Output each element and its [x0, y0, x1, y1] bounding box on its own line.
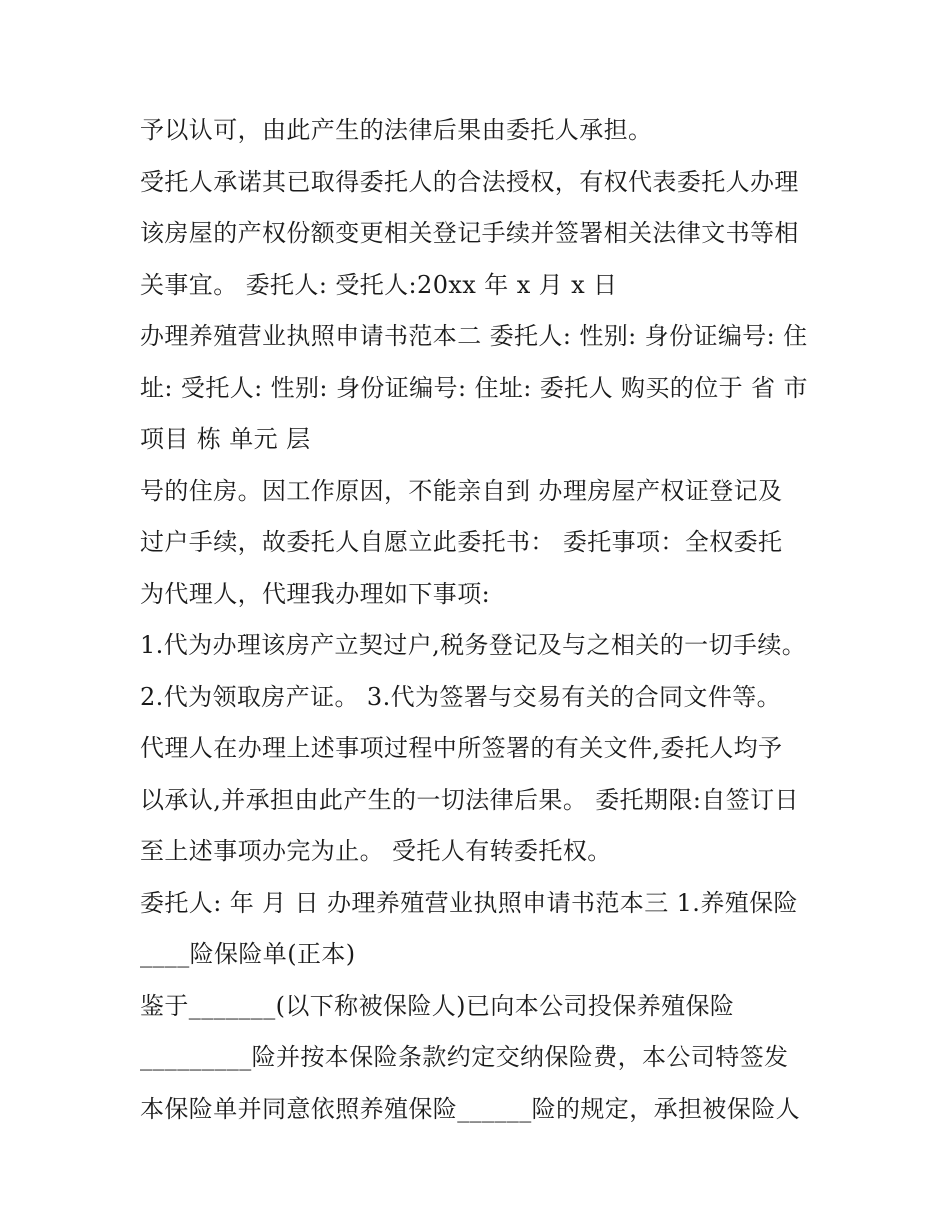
text-line: 委托人: 年 月 日 办理养殖营业执照申请书范本三 1.养殖保险 — [140, 888, 798, 917]
text-line: 至上述事项办完为止。 受托人有转委托权。 — [140, 837, 612, 865]
text-line: 办理养殖营业执照申请书范本二 委托人: 性别: 身份证编号: 住 — [140, 322, 808, 350]
text-line: 以承认,并承担由此产生的一切法律后果。 委托期限:自签订日 — [140, 785, 799, 814]
body-text — [140, 105, 820, 1135]
text-line: 号的住房。因工作原因，不能亲自到 办理房屋产权证登记及 — [140, 476, 783, 505]
text-line: 本保险单并同意依照养殖保险______险的规定，承担被保险人 — [140, 1094, 800, 1123]
text-line: 该房屋的产权份额变更相关登记手续并签署相关法律文书等相 — [140, 219, 799, 247]
text-line: 项目 栋 单元 层 — [140, 425, 311, 453]
text-line: _________险并按本保险条款约定交纳保险费，本公司特签发 — [140, 1043, 789, 1071]
text-line: 关事宜。 委托人: 受托人:20xx 年 x 月 x 日 — [140, 270, 618, 299]
text-line: 为代理人，代理我办理如下事项: — [140, 579, 491, 608]
text-line: 受托人承诺其已取得委托人的合法授权，有权代表委托人办理 — [140, 167, 799, 196]
text-line: 过户手续，故委托人自愿立此委托书： 委托事项：全权委托 — [140, 528, 783, 556]
text-line: 代理人在办理上述事项过程中所签署的有关文件,委托人均予 — [140, 734, 783, 762]
text-line: ____险保险单(正本) — [140, 940, 356, 968]
text-line: 2.代为领取房产证。 3.代为签署与交易有关的合同文件等。 — [140, 682, 782, 711]
text-line: 址: 受托人: 性别: 身份证编号: 住址: 委托人 购买的位于 省 市 — [140, 373, 808, 402]
text-line: 鉴于_______(以下称被保险人)已向本公司投保养殖保险 — [140, 991, 735, 1020]
text-line: 予以认可，由此产生的法律后果由委托人承担。 — [140, 116, 653, 144]
text-line: 1.代为办理该房产立契过户,税务登记及与之相关的一切手续。 — [140, 631, 807, 659]
